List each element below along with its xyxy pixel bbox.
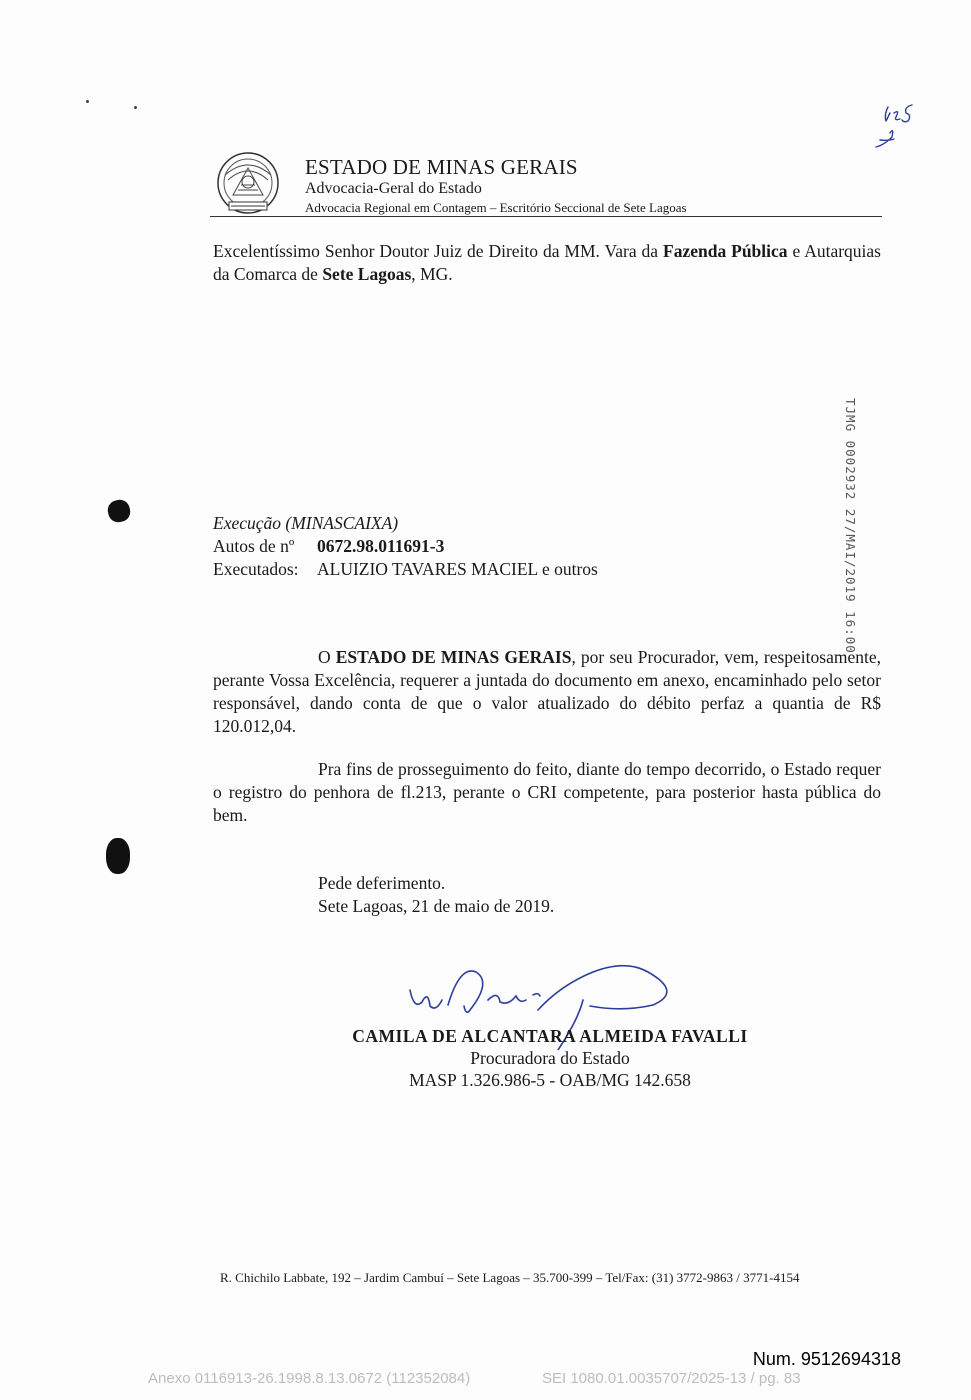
address-bold: Fazenda Pública	[663, 241, 788, 261]
closing-date: Sete Lagoas, 21 de maio de 2019.	[318, 896, 555, 916]
coat-of-arms-icon	[213, 150, 283, 220]
scan-speck	[86, 100, 89, 103]
closing	[318, 872, 554, 918]
signatory-role: Procuradora do Estado	[470, 1048, 630, 1068]
header-office: Advocacia Regional em Contagem – Escritório Seccional de Sete Lagoas	[305, 200, 687, 215]
signature-block	[300, 1025, 800, 1091]
body-paragraph	[213, 646, 881, 738]
sei-watermark: SEI 1080.01.0035707/2025-13 / pg. 83	[542, 1370, 801, 1387]
addressee	[213, 240, 881, 286]
autos-label: Autos de nº	[213, 536, 295, 556]
handwritten-page-number	[870, 95, 930, 155]
case-executados	[213, 558, 598, 581]
signatory-name: CAMILA DE ALCANTARA ALMEIDA FAVALLI	[352, 1026, 748, 1046]
executados-label: Executados:	[213, 559, 299, 579]
protocol-stamp: TJMG 0002932 27/MAI/2019 16:00	[843, 398, 858, 654]
signatory-registration: MASP 1.326.986-5 - OAB/MG 142.658	[409, 1070, 691, 1090]
executados-value: ALUIZIO TAVARES MACIEL e outros	[317, 559, 598, 579]
address-bold: Sete Lagoas	[322, 264, 412, 284]
annex-watermark: Anexo 0116913-26.1998.8.13.0672 (112352084)	[148, 1370, 471, 1387]
address-part: Excelentíssimo Senhor Doutor Juiz de Direito da MM. Vara da	[213, 241, 663, 261]
autos-value: 0672.98.011691-3	[317, 536, 445, 556]
scan-blot	[106, 838, 130, 874]
p1-start: O	[318, 647, 336, 667]
header-divider	[210, 216, 882, 217]
header-subtitle: Advocacia-Geral do Estado	[305, 180, 482, 197]
p2-text: Pra fins de prosseguimento do feito, diante do tempo decorrido, o Estado requer o registro do penhora de fl.213, perante o CRI competente, para posterior hasta pública do bem.	[213, 759, 881, 825]
case-info	[213, 512, 598, 581]
address-part: e Autarquias da Comarca de	[213, 241, 881, 284]
footer-address: R. Chichilo Labbate, 192 – Jardim Cambuí – Sete Lagoas – 35.700-399 – Tel/Fax: (31) 3772-9863 / 3771-4154	[220, 1270, 800, 1285]
scan-blot	[106, 498, 132, 524]
address-part: , MG.	[411, 264, 453, 284]
document-number: Num. 9512694318	[752, 1349, 901, 1369]
case-type: Execução (MINASCAIXA)	[213, 513, 399, 533]
closing-line: Pede deferimento.	[318, 873, 446, 893]
p1-rest: , por seu Procurador, vem, respeitosamente, perante Vossa Excelência, requerer a juntada do documento em anexo, encaminhado pelo setor responsável, dando conta de que o valor atualizado do débito perfaz a quantia de R$ 120.012,04.	[213, 647, 881, 736]
case-autos	[213, 535, 598, 558]
scan-speck	[134, 106, 137, 109]
body-paragraph	[213, 758, 881, 827]
p1-bold: ESTADO DE MINAS GERAIS	[335, 647, 572, 667]
handwritten-note-text: 125	[890, 119, 892, 120]
header-title: ESTADO DE MINAS GERAIS	[305, 155, 578, 179]
